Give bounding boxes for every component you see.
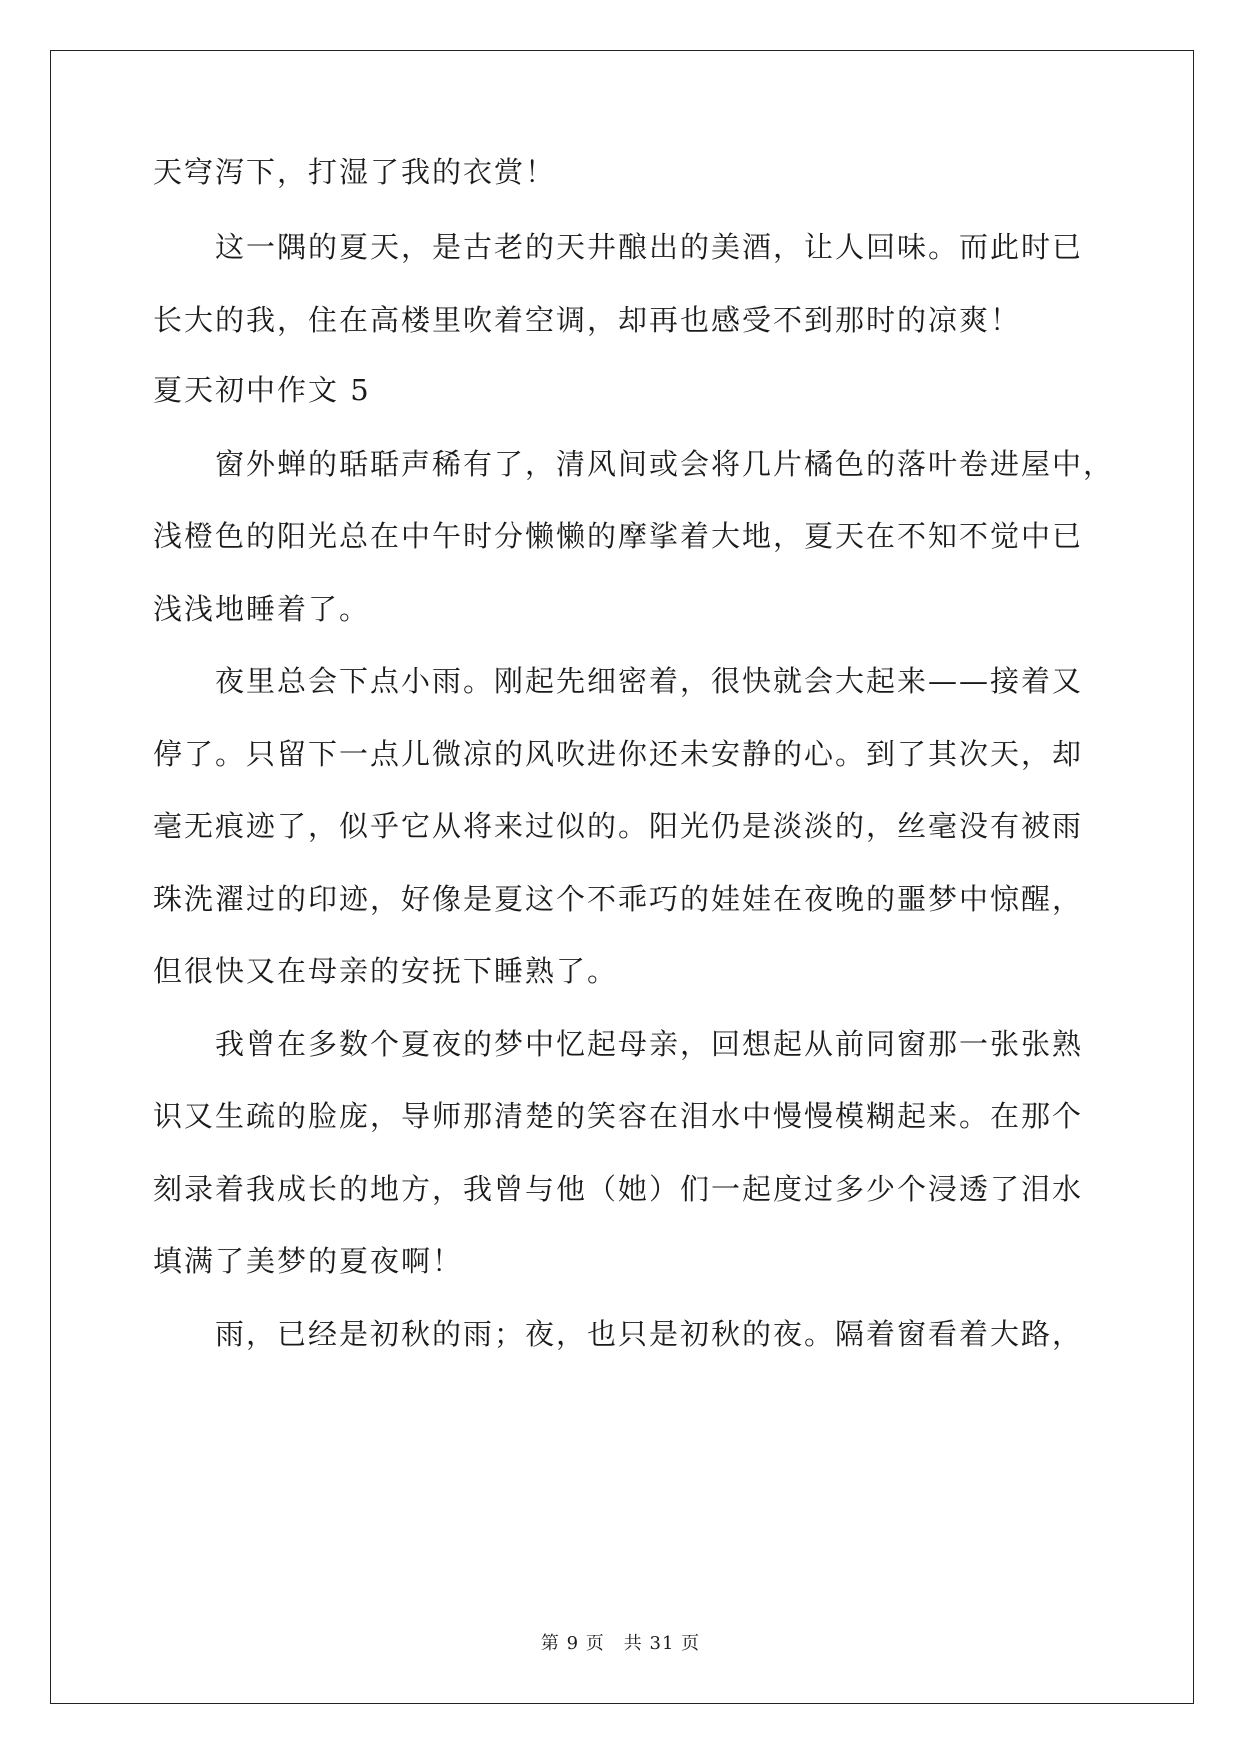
text-line: 长大的我，住在高楼里吹着空调，却再也感受不到那时的凉爽！: [153, 303, 1022, 337]
text-line: 雨，已经是初秋的雨；夜，也只是初秋的夜。隔着窗看着大路，: [153, 1317, 1084, 1351]
text-line: 窗外蝉的聒聒声稀有了，清风间或会将几片橘色的落叶卷进屋中，: [153, 447, 1115, 481]
text-line: 浅橙色的阳光总在中午时分懒懒的摩挲着大地，夏天在不知不觉中已: [153, 519, 1084, 553]
text-line: 毫无痕迹了，似乎它从将来过似的。阳光仍是淡淡的，丝毫没有被雨: [153, 809, 1084, 843]
page-footer: 第 9 页 共 31 页: [540, 1633, 701, 1654]
text-line: 天穹泻下，打湿了我的衣赏！: [153, 155, 557, 189]
text-line: 浅浅地睡着了。: [153, 592, 371, 626]
text-line: 这一隅的夏天，是古老的天井酿出的美酒，让人回味。而此时已: [153, 230, 1084, 264]
page-border: [50, 50, 1194, 1704]
text-line: 我曾在多数个夏夜的梦中忆起母亲，回想起从前同窗那一张张熟: [153, 1027, 1084, 1061]
text-line: 识又生疏的脸庞，导师那清楚的笑容在泪水中慢慢模糊起来。在那个: [153, 1099, 1084, 1133]
text-line: 停了。只留下一点儿微凉的风吹进你还未安静的心。到了其次天，却: [153, 737, 1084, 771]
text-line: 夜里总会下点小雨。刚起先细密着，很快就会大起来——接着又: [153, 664, 1084, 698]
text-line: 填满了美梦的夏夜啊！: [153, 1244, 464, 1278]
section-heading: 夏天初中作文 5: [153, 373, 371, 407]
text-line: 珠洗濯过的印迹，好像是夏这个不乖巧的娃娃在夜晚的噩梦中惊醒，: [153, 882, 1084, 916]
text-line: 但很快又在母亲的安抚下睡熟了。: [153, 954, 619, 988]
text-line: 刻录着我成长的地方，我曾与他（她）们一起度过多少个浸透了泪水: [153, 1172, 1084, 1206]
